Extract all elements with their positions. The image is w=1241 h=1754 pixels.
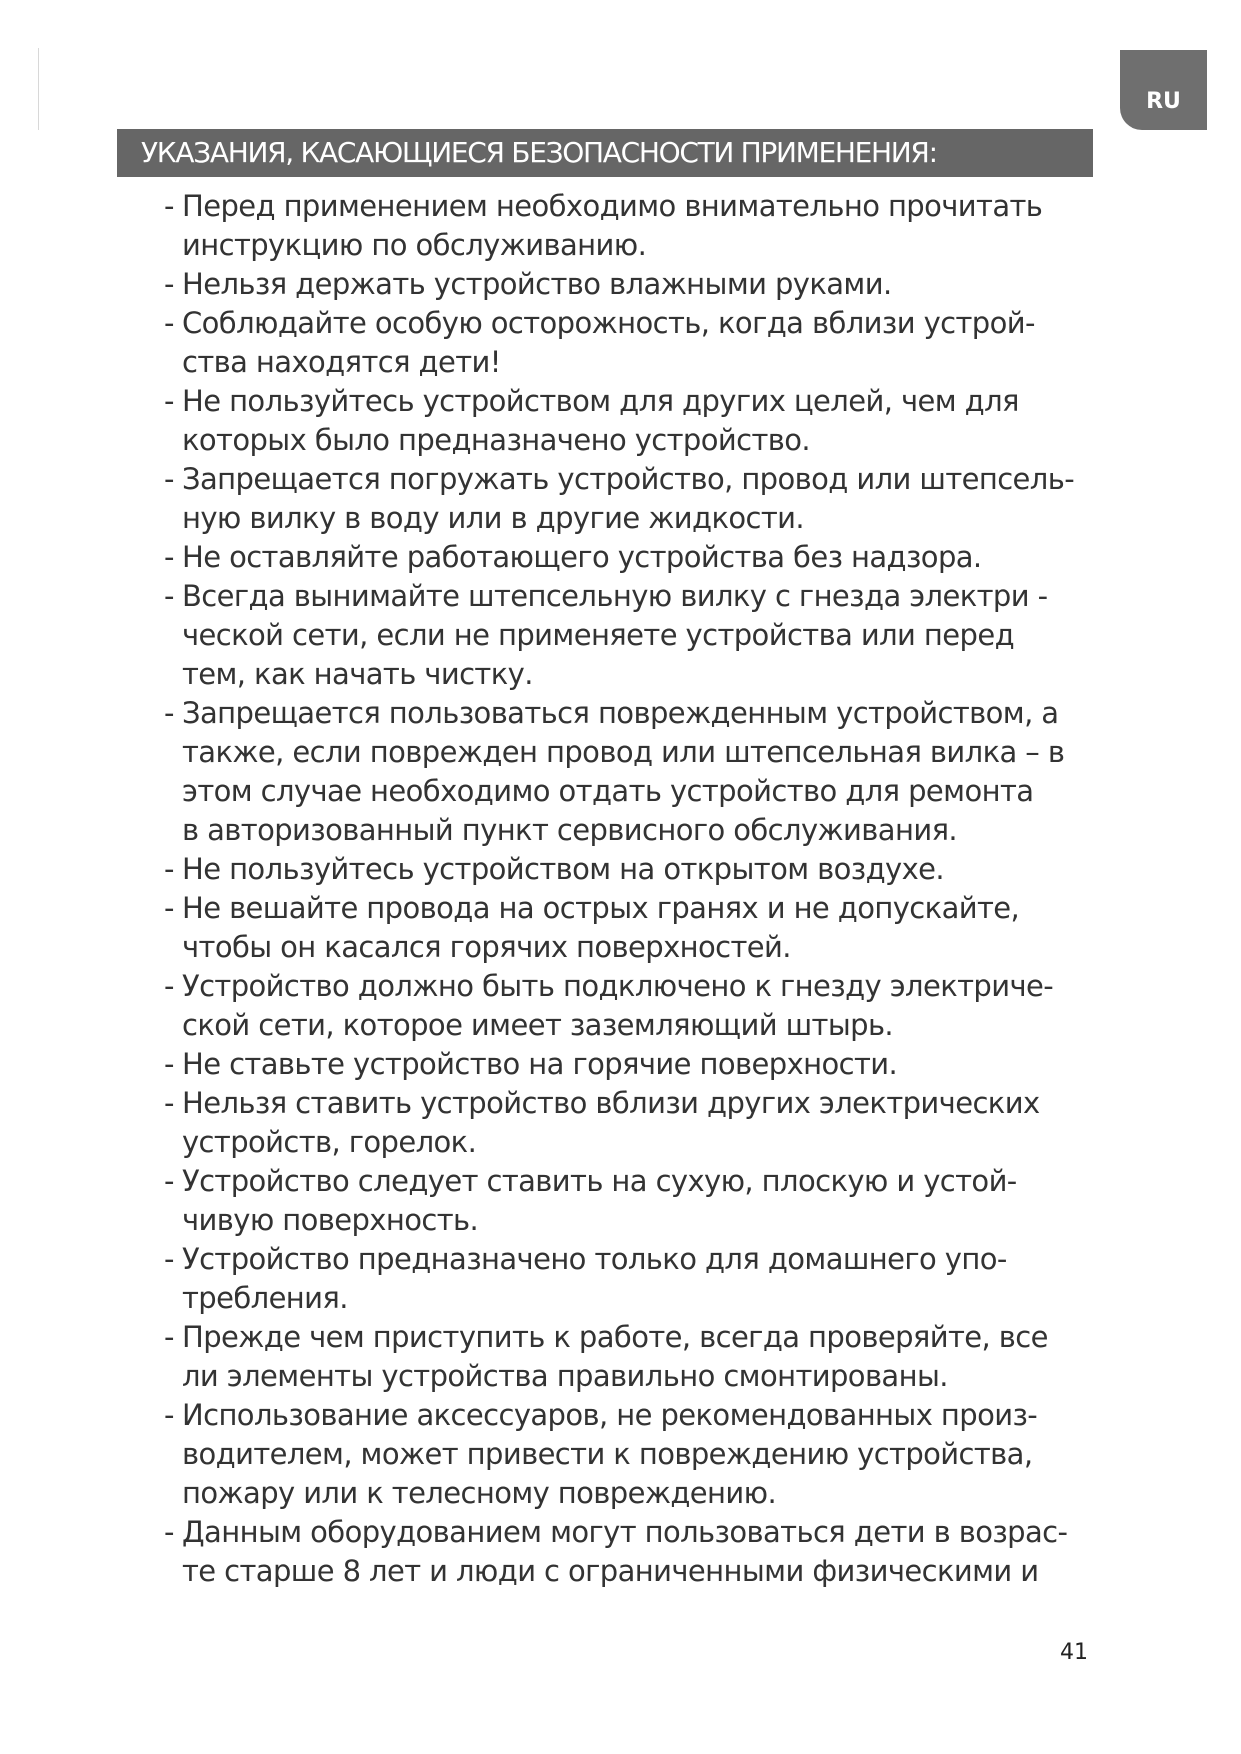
safety-item-line: в авторизованный пункт сервисного обслуживания. (182, 813, 958, 847)
safety-item (160, 1318, 1110, 1396)
bullet-dash: - (164, 1047, 174, 1081)
safety-instructions-list (160, 187, 1110, 1591)
safety-item-line: Запрещается погружать устройство, провод или штепсель- (182, 462, 1075, 496)
safety-item-line: Не вешайте провода на острых гранях и не допускайте, (182, 891, 1020, 925)
bullet-dash: - (164, 891, 174, 925)
safety-item-line: тем, как начать чистку. (182, 657, 533, 691)
safety-item (160, 538, 1110, 577)
safety-item (160, 187, 1110, 265)
safety-item-line: Устройство должно быть подключено к гнезду электриче- (182, 969, 1054, 1003)
safety-item-line: Прежде чем приступить к работе, всегда проверяйте, все (182, 1320, 1048, 1354)
safety-item-line: ческой сети, если не применяете устройства или перед (182, 618, 1015, 652)
page-edge-line (38, 48, 39, 130)
safety-item (160, 694, 1110, 850)
safety-item-line: инструкцию по обслуживанию. (182, 228, 647, 262)
safety-item-line: требления. (182, 1281, 348, 1315)
bullet-dash: - (164, 267, 174, 301)
bullet-dash: - (164, 1515, 174, 1549)
safety-item-line: Перед применением необходимо внимательно прочитать (182, 189, 1043, 223)
safety-item-line: также, если поврежден провод или штепсельная вилка – в (182, 735, 1065, 769)
safety-item (160, 1240, 1110, 1318)
section-heading: УКАЗАНИЯ, КАСАЮЩИЕСЯ БЕЗОПАСНОСТИ ПРИМЕНЕНИЯ: (117, 129, 1093, 177)
safety-item-line: Не ставьте устройство на горячие поверхности. (182, 1047, 898, 1081)
safety-item-line: Соблюдайте особую осторожность, когда вблизи устрой- (182, 306, 1035, 340)
safety-item (160, 304, 1110, 382)
bullet-dash: - (164, 384, 174, 418)
safety-item-line: Устройство следует ставить на сухую, плоскую и устой- (182, 1164, 1017, 1198)
safety-item (160, 1045, 1110, 1084)
bullet-dash: - (164, 540, 174, 574)
safety-item-line: Нельзя держать устройство влажными руками. (182, 267, 892, 301)
bullet-dash: - (164, 969, 174, 1003)
safety-item-line: ской сети, которое имеет заземляющий штырь. (182, 1008, 894, 1042)
safety-item (160, 850, 1110, 889)
safety-item-line: Не оставляйте работающего устройства без надзора. (182, 540, 982, 574)
safety-item-line: ства находятся дети! (182, 345, 501, 379)
safety-item-line: устройств, горелок. (182, 1125, 477, 1159)
safety-item-line: этом случае необходимо отдать устройство для ремонта (182, 774, 1034, 808)
safety-item (160, 967, 1110, 1045)
safety-item-line: Использование аксессуаров, не рекомендованных произ- (182, 1398, 1038, 1432)
bullet-dash: - (164, 462, 174, 496)
safety-item (160, 577, 1110, 694)
safety-item-line: чивую поверхность. (182, 1203, 479, 1237)
bullet-dash: - (164, 1320, 174, 1354)
bullet-dash: - (164, 1242, 174, 1276)
safety-item (160, 1396, 1110, 1513)
language-tab (1120, 50, 1207, 130)
safety-item-line: чтобы он касался горячих поверхностей. (182, 930, 791, 964)
safety-item-line: Запрещается пользоваться поврежденным устройством, а (182, 696, 1059, 730)
safety-item-line: водителем, может привести к повреждению устройства, (182, 1437, 1033, 1471)
safety-item (160, 1162, 1110, 1240)
safety-item-line: пожару или к телесному повреждению. (182, 1476, 777, 1510)
page-number: 41 (1060, 1640, 1088, 1665)
safety-item-line: Устройство предназначено только для домашнего упо- (182, 1242, 1007, 1276)
safety-item (160, 1084, 1110, 1162)
bullet-dash: - (164, 1398, 174, 1432)
bullet-dash: - (164, 1164, 174, 1198)
safety-item-line: Не пользуйтесь устройством на открытом воздухе. (182, 852, 945, 886)
safety-item-line: которых было предназначено устройство. (182, 423, 810, 457)
safety-item (160, 889, 1110, 967)
safety-item-line: Всегда вынимайте штепсельную вилку с гнезда электри - (182, 579, 1048, 613)
bullet-dash: - (164, 306, 174, 340)
safety-item (160, 460, 1110, 538)
bullet-dash: - (164, 696, 174, 730)
safety-item (160, 1513, 1110, 1591)
safety-item-line: Данным оборудованием могут пользоваться дети в возрас- (182, 1515, 1068, 1549)
language-tab-label: RU (1146, 88, 1181, 114)
safety-item-line: ную вилку в воду или в другие жидкости. (182, 501, 805, 535)
bullet-dash: - (164, 1086, 174, 1120)
safety-item (160, 265, 1110, 304)
bullet-dash: - (164, 189, 174, 223)
safety-item-line: Не пользуйтесь устройством для других целей, чем для (182, 384, 1019, 418)
safety-item-line: Нельзя ставить устройство вблизи других электрических (182, 1086, 1040, 1120)
safety-item-line: те старше 8 лет и люди с ограниченными физическими и (182, 1554, 1039, 1588)
bullet-dash: - (164, 852, 174, 886)
safety-item-line: ли элементы устройства правильно смонтированы. (182, 1359, 948, 1393)
bullet-dash: - (164, 579, 174, 613)
safety-item (160, 382, 1110, 460)
